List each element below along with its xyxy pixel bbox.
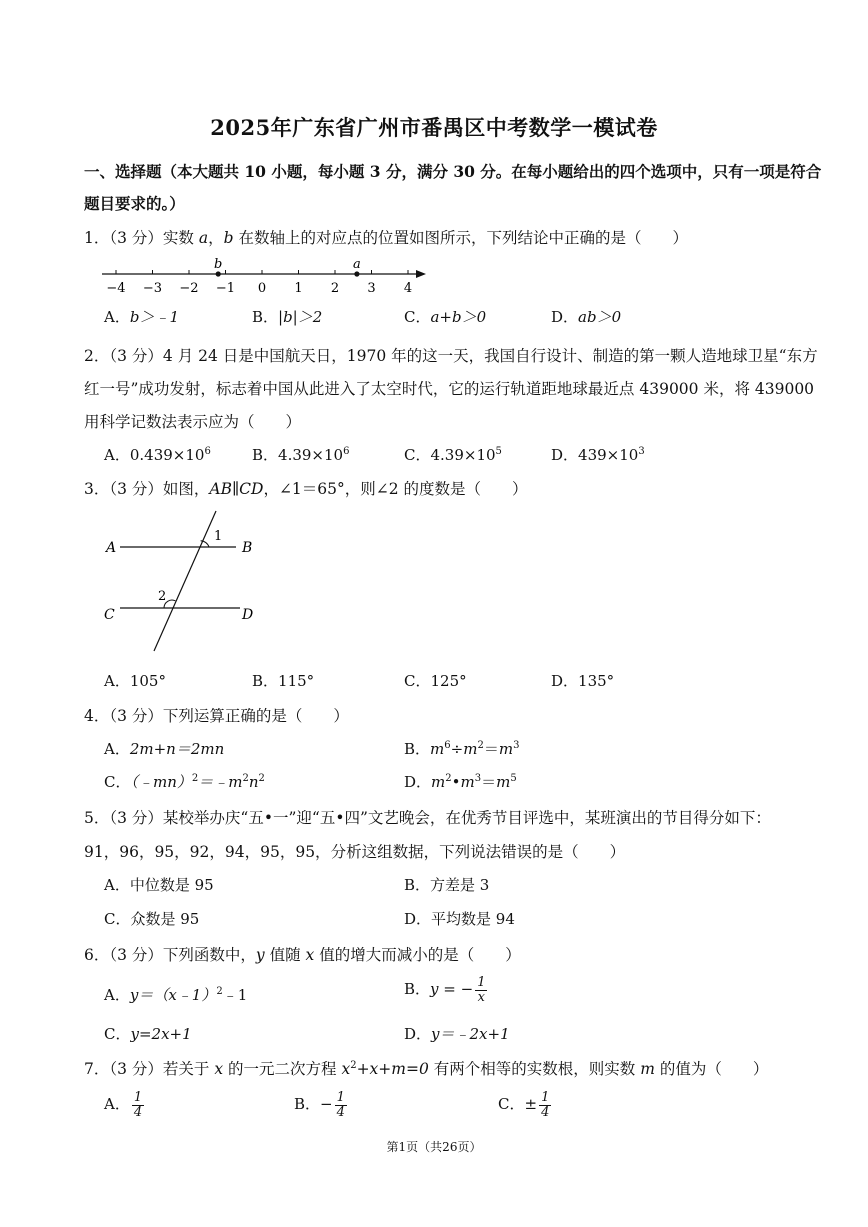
label-c: C [104,607,115,623]
label-angle-2: 2 [158,589,167,604]
q3-parallel-lines: AB∥CD [209,480,264,498]
number-line-point-label-a: a [353,257,361,272]
number-line-tick-label: 1 [294,281,303,296]
q7-stem-pre: 7．（3 分）若关于 [84,1060,215,1078]
q6-option-a[interactable] [104,984,247,1005]
question-4-stem: 4．（3 分）下列运算正确的是（ ） [84,707,349,725]
number-line-tick-label: 2 [330,281,340,296]
q4-option-b-m1: m [430,740,445,758]
question-2-line3: 用科学记数法表示应为（ ） [84,413,302,431]
q7-option-b-sign: − [320,1095,333,1114]
q6-option-a-label: A． [104,986,130,1004]
q1-option-d-text: ab＞0 [578,308,622,326]
q6-option-b-label: B． [404,980,431,999]
q4-option-c-exp3: 2 [258,773,265,784]
q4-option-a[interactable] [104,738,224,759]
number-line-tick-label: 4 [403,281,413,296]
number-line-tick-label: −2 [179,281,199,296]
q3-option-c[interactable] [404,670,467,691]
q4-option-b-exp2: 2 [477,740,484,751]
q1-option-b[interactable] [252,306,322,327]
q6-option-b[interactable] [404,976,489,1004]
q1-var-b: b [223,229,234,247]
q4-option-c-label: C． [104,773,131,791]
q7-option-a[interactable] [104,1091,146,1119]
q3-option-a-text: 105° [129,672,166,690]
q7-stem-post1: 有两个相等的实数根，则实数 [428,1060,641,1078]
page-footer: 第1页（共26页） [386,1140,482,1154]
q6-stem-post: 值的增大而减小的是（ ） [314,946,521,964]
q3-option-d-label: D． [551,672,579,690]
q7-var-x: x [214,1060,224,1078]
q4-option-c[interactable] [104,771,265,792]
q3-option-d-text: 135° [578,672,615,690]
q4-option-b-eq: ＝ [483,740,499,758]
q3-stem-pre: 3．（3 分）如图， [84,480,210,498]
q2-option-d-label: D． [551,446,579,464]
q4-option-b-exp3: 3 [513,740,520,751]
q5-option-d-text: 平均数是 94 [431,910,515,928]
q2-option-a-exp: 6 [204,446,211,457]
q1-option-c[interactable] [404,306,486,327]
q6-var-y: y [255,946,265,964]
q4-option-b[interactable] [404,738,519,759]
q4-option-c-pre: （﹣mn） [130,773,192,791]
number-line-tick-label: 3 [367,281,376,296]
question-7-stem [84,1057,768,1079]
q1-var-a: a [198,229,209,247]
section-heading-line2: 题目要求的。） [84,194,185,213]
q2-option-c-base: 4.39×10 [430,446,496,464]
q2-option-a-base: 0.439×10 [129,446,205,464]
q1-option-b-label: B． [252,308,279,326]
q4-option-c-post: ＝﹣m [198,773,243,791]
q6-option-d-label: D． [404,1025,432,1043]
label-a: A [106,540,117,556]
q4-option-d[interactable] [404,771,517,792]
q3-option-b[interactable] [252,670,314,691]
q3-option-d[interactable] [551,670,614,691]
q2-option-d-exp: 3 [638,446,645,457]
q7-option-c[interactable] [498,1091,553,1119]
q7-option-b-label: B． [294,1095,321,1114]
transversal-line [154,511,216,651]
q3-option-a-label: A． [104,672,130,690]
q6-option-d-text: y＝﹣2x+1 [431,1025,510,1043]
q7-eq-post: +x+m=0 [356,1060,429,1078]
q7-option-c-label: C． [498,1095,525,1114]
q5-option-b-text: 方差是 3 [430,876,490,894]
q5-option-c-label: C． [104,910,131,928]
section-heading-line1: 一、选择题（本大题共 10 小题，每小题 3 分，满分 30 分。在每小题给出的四个选项中，只有一项是符合 [84,162,822,181]
q1-option-d-label: D． [551,308,579,326]
q4-option-d-m3: m [496,773,511,791]
q4-option-d-dot: • [451,773,461,791]
q5-option-d[interactable] [404,908,515,929]
q4-option-b-label: B． [404,740,431,758]
q5-option-a-text: 中位数是 95 [129,876,214,894]
q5-option-b-label: B． [404,876,431,894]
q4-option-b-m2: m [463,740,478,758]
q4-option-b-div: ÷ [450,740,464,758]
q4-option-c-exp: 2 [191,773,199,784]
q7-option-b-numerator: 1 [336,1090,345,1105]
question-5-line1: 5．（3 分）某校举办庆“五•一”迎“五•四”文艺晚会，在优秀节目评选中，某班演出的节目得分如下： [84,809,771,827]
q6-option-a-post: ﹣1 [222,986,248,1004]
q3-option-a[interactable] [104,670,166,691]
number-line-tick-label: −3 [142,281,163,296]
q4-option-b-exp1: 6 [444,740,451,751]
q1-stem-post: 在数轴上的对应点的位置如图所示，下列结论中正确的是（ ） [233,229,688,247]
q2-option-a[interactable] [104,444,211,465]
q4-option-a-label: A． [104,740,130,758]
q2-option-c-exp: 5 [495,446,502,457]
q5-option-a[interactable] [104,874,214,895]
q4-option-c-tail: n [248,773,259,791]
q5-option-c-text: 众数是 95 [130,910,200,928]
q2-option-a-label: A． [104,446,130,464]
q6-stem-pre: 6．（3 分）下列函数中， [84,946,256,964]
q1-option-d[interactable] [551,306,621,327]
q1-stem-pre: 1．（3 分）实数 [84,229,199,247]
q4-option-d-exp3: 5 [510,773,517,784]
q4-option-a-text: 2m+n＝2mn [129,740,225,758]
q3-option-c-text: 125° [430,672,467,690]
q7-option-c-sign: ± [524,1095,538,1114]
q7-option-c-fraction [539,1091,551,1119]
q6-stem-mid: 值随 [264,946,306,964]
number-line-tick-label: −1 [215,281,236,296]
q5-option-d-label: D． [404,910,432,928]
question-3-stem [84,477,528,499]
q7-stem-post2: 的值为（ ） [654,1060,769,1078]
parallel-lines-figure [96,505,266,655]
q4-option-d-eq: ＝ [481,773,497,791]
number-line-point-label-b: b [214,257,223,272]
q6-var-x: x [305,946,315,964]
number-line-arrow [416,270,426,278]
q4-option-b-m3: m [498,740,514,758]
q5-option-b[interactable] [404,874,489,895]
q4-option-d-label: D． [404,773,432,791]
q4-option-d-exp1: 2 [445,773,452,784]
q5-option-a-label: A． [104,876,130,894]
page-title: 2025年广东省广州市番禺区中考数学一模试卷 [210,115,658,140]
q3-option-b-label: B． [252,672,279,690]
q6-option-b-denominator: x [477,989,485,1005]
q2-option-b-exp: 6 [343,446,350,457]
question-1-stem [84,226,688,248]
q4-option-d-exp2: 3 [474,773,482,784]
q6-option-c-label: C． [104,1025,131,1043]
q4-option-d-m2: m [460,773,475,791]
q2-option-d-base: 439×10 [578,446,639,464]
q7-option-a-numerator: 1 [133,1090,143,1105]
q3-option-b-text: 115° [278,672,315,690]
q7-option-a-fraction [132,1091,144,1119]
q6-option-b-pre: y = − [430,980,474,999]
q6-option-c-text: y=2x+1 [130,1025,192,1043]
label-b: B [242,540,253,556]
q1-option-c-text: a+b＞0 [430,308,487,326]
q3-stem-post: ，∠1＝65°，则∠2 的度数是（ ） [263,480,528,498]
q2-option-d[interactable] [551,444,645,465]
q1-stem-comma: ， [208,229,224,247]
label-d: D [242,607,254,623]
q7-option-b-fraction [335,1091,347,1119]
q6-option-d[interactable] [404,1023,510,1044]
q7-option-c-numerator: 1 [541,1090,550,1105]
q3-option-c-label: C． [404,672,431,690]
question-2-line2: 红一号”成功发射，标志着中国从此进入了太空时代，它的运行轨道距地球最近点 439000 米，将 439000 [84,380,815,398]
number-line-point-a [354,271,359,276]
q7-option-b[interactable] [294,1091,349,1119]
q7-option-a-denominator: 4 [133,1104,143,1120]
q1-option-a-label: A． [104,308,130,326]
q7-option-a-label: A． [104,1095,130,1114]
q6-option-b-numerator: 1 [477,975,486,990]
q6-option-b-fraction [475,976,487,1004]
number-line-figure [96,254,436,296]
q6-option-a-exp: 2 [216,986,223,997]
q1-option-a-text: b＞﹣1 [129,308,179,326]
q7-stem-mid: 的一元二次方程 [223,1060,342,1078]
q4-option-d-m1: m [431,773,446,791]
q2-option-b-base: 4.39×10 [278,446,344,464]
q4-option-c-exp2: 2 [242,773,249,784]
q7-option-b-denominator: 4 [336,1104,345,1120]
q1-option-a[interactable] [104,306,179,327]
number-line-tick-label: −4 [106,281,126,296]
q7-option-c-denominator: 4 [541,1104,550,1120]
label-angle-1: 1 [214,529,223,544]
question-6-stem [84,943,521,965]
q6-option-c[interactable] [104,1023,192,1044]
number-line-point-b [216,271,221,276]
q2-option-c[interactable] [404,444,502,465]
question-2-line1: 2．（3 分）4 月 24 日是中国航天日，1970 年的这一天，我国自行设计、制造的第一颗人造地球卫星“东方 [84,347,818,365]
q7-eq-exp: 2 [350,1059,357,1071]
number-line-tick-label: 0 [257,281,267,296]
q1-option-c-label: C． [404,308,431,326]
q2-option-c-label: C． [404,446,431,464]
q1-option-b-text: |b|＞2 [278,308,323,326]
q2-option-b-label: B． [252,446,279,464]
q2-option-b[interactable] [252,444,349,465]
q6-option-a-pre: y＝（x﹣1） [129,986,217,1004]
q5-option-c[interactable] [104,908,199,929]
question-5-line2: 91，96，95，92，94，95，95，分析这组数据，下列说法错误的是（ ） [84,843,626,861]
q7-eq-pre: x [341,1060,351,1078]
q7-var-m: m [640,1060,655,1078]
